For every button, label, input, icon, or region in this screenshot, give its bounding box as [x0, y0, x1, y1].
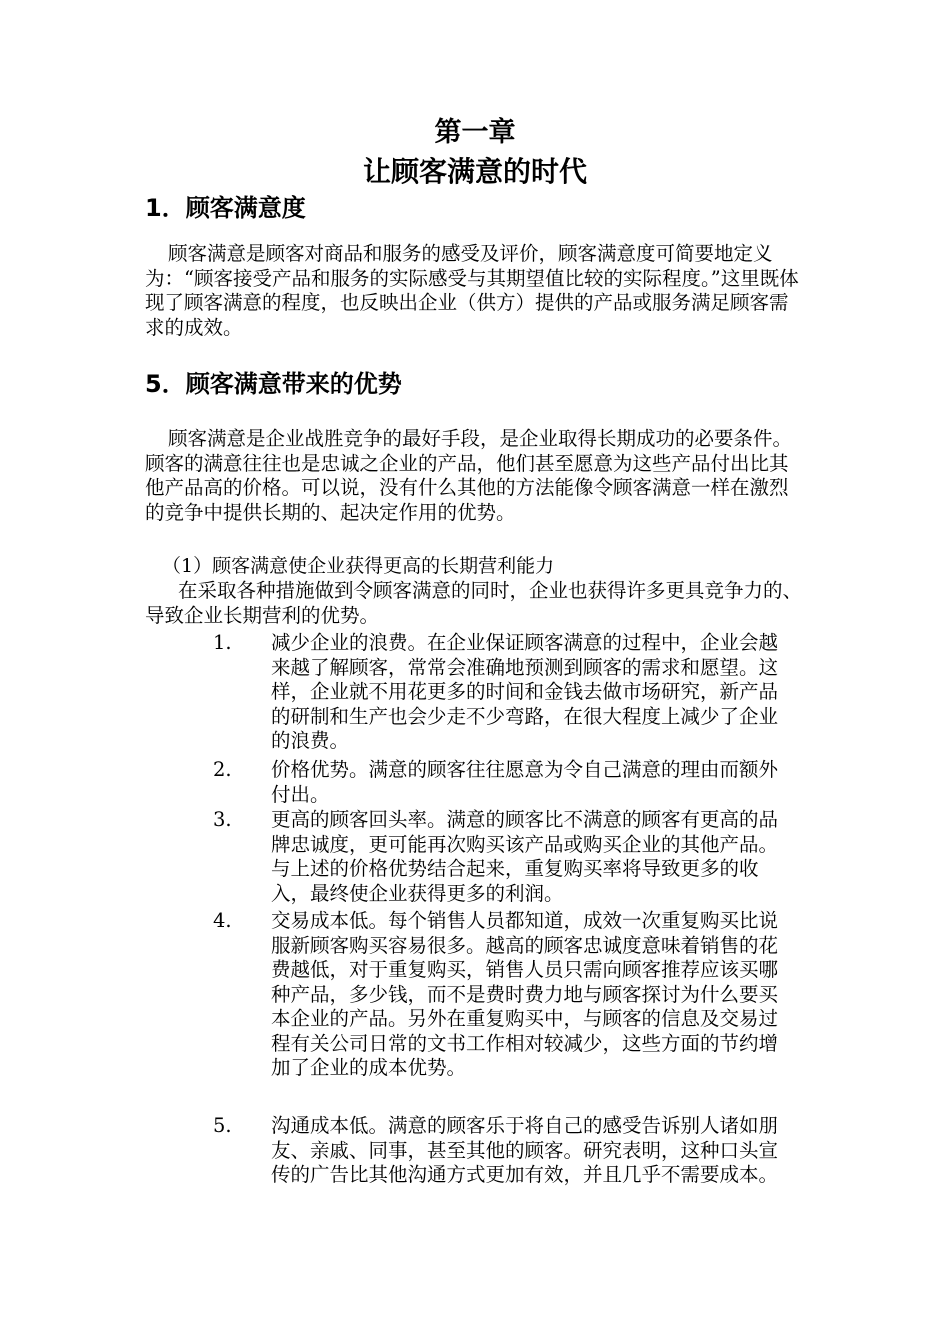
subheading: （1）顾客满意使企业获得更高的长期营利能力 [162, 555, 555, 577]
list-item-number: 1. [213, 631, 232, 654]
list-item-text: 减少企业的浪费。在企业保证顾客满意的过程中，企业会越来越了解顾客，常常会准确地预测到顾客的需求和愿望。这样，企业就不用花更多的时间和金钱去做市场研究，新产品的研制和生产也会少走不少弯路，在很大程度上减少了企业的浪费。 [271, 631, 779, 752]
list-item [210, 1114, 800, 1188]
list-item-number: 4. [213, 909, 232, 932]
chapter-title: 让顾客满意的时代 [362, 155, 587, 188]
list-item [210, 631, 800, 754]
chapter-label: 第一章 [434, 117, 516, 148]
list-item [210, 808, 800, 906]
section-heading-5: 5．顾客满意带来的优势 [145, 370, 402, 398]
list-item [210, 758, 800, 807]
list-item-text: 更高的顾客回头率。满意的顾客比不满意的顾客有更高的品牌忠诚度，更可能再次购买该产品或购买企业的其他产品。与上述的价格优势结合起来，重复购买率将导致更多的收入，最终使企业获得更多的利润。 [271, 808, 779, 905]
list-item [210, 909, 800, 1081]
list-item-text: 沟通成本低。满意的顾客乐于将自己的感受告诉别人诸如朋友、亲戚、同事，甚至其他的顾客。研究表明，这种口头宣传的广告比其他沟通方式更加有效，并且几乎不需要成本。 [271, 1114, 779, 1186]
section-heading-1: 1．顾客满意度 [145, 194, 306, 222]
list-item-text: 交易成本低。每个销售人员都知道，成效一次重复购买比说服新顾客购买容易很多。越高的顾客忠诚度意味着销售的花费越低，对于重复购买，销售人员只需向顾客推荐应该买哪种产品，多少钱，而不是费时费力地与顾客探讨为什么要买本企业的产品。另外在重复购买中，与顾客的信息及交易过程有关公司日常的文书工作相对较减少，这些方面的节约增加了企业的成本优势。 [271, 909, 779, 1079]
list-item-number: 3. [213, 808, 232, 831]
list-item-number: 2. [213, 758, 232, 781]
list-item-number: 5. [213, 1114, 232, 1137]
list-item-text: 价格优势。满意的顾客往往愿意为令自己满意的理由而额外付出。 [271, 758, 779, 806]
subheading-paragraph: 在采取各种措施做到令顾客满意的同时，企业也获得许多更具竞争力的、导致企业长期营利的优势。 [145, 579, 803, 627]
section-1-paragraph: 顾客满意是顾客对商品和服务的感受及评价，顾客满意度可简要地定义为：“顾客接受产品和服务的实际感受与其期望值比较的实际程度。”这里既体现了顾客满意的程度，也反映出企业（供方）提供的产品或服务满足顾客需求的成效。 [145, 242, 799, 339]
section-5-paragraph: 顾客满意是企业战胜竞争的最好手段，是企业取得长期成功的必要条件。顾客的满意往往也是忠诚之企业的产品，他们甚至愿意为这些产品付出比其他产品高的价格。可以说，没有什么其他的方法能像令顾客满意一样在激烈的竞争中提供长期的、起决定作用的优势。 [145, 427, 793, 524]
